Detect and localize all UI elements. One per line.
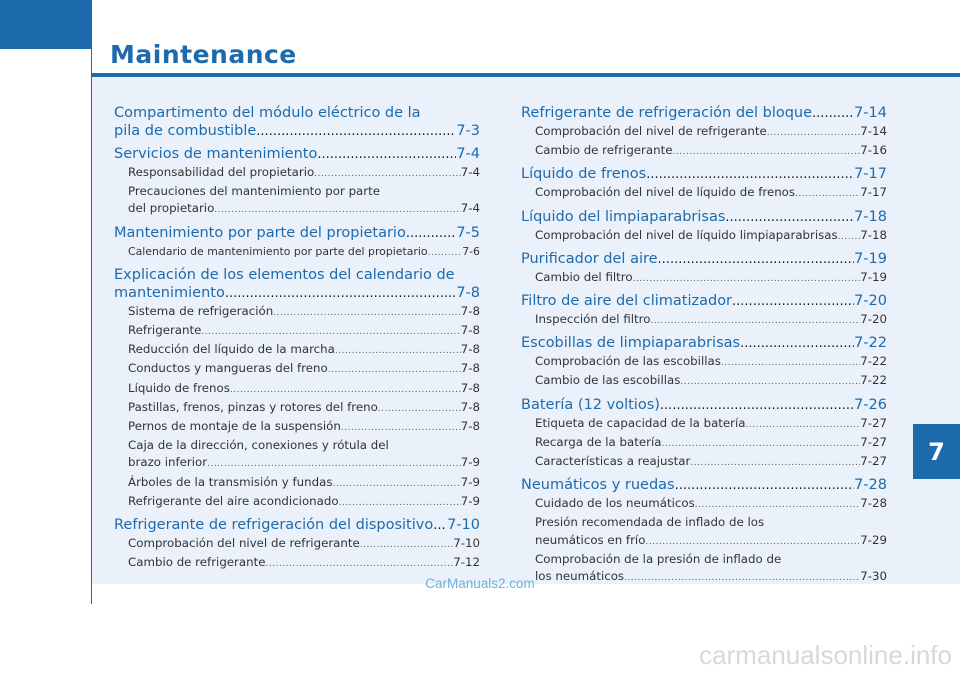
toc-page-number: 7-17 <box>854 166 887 183</box>
toc-entry-title: Cambio de las escobillas <box>535 373 681 388</box>
toc-section-title-line: Explicación de los elementos del calendario de <box>114 266 455 283</box>
toc-entry-title: Árboles de la transmisión y fundas <box>128 474 333 489</box>
toc-page-number: 7-6 <box>462 244 480 258</box>
toc-subsection-entry[interactable] <box>114 200 480 219</box>
toc-entry-title: Inspección del filtro <box>535 312 651 327</box>
toc-subsection-title-line: Caja de la dirección, conexiones y rótula del <box>128 438 389 453</box>
toc-leader-dots <box>273 305 461 322</box>
toc-page-number: 7-5 <box>456 224 480 241</box>
toc-entry-title: Refrigerante de refrigeración del dispositivo <box>114 517 434 534</box>
toc-page-number: 7-14 <box>854 105 887 121</box>
toc-subsection-entry[interactable] <box>114 535 480 554</box>
watermark-bottom: carmanualsonline.info <box>699 640 952 670</box>
toc-section-entry[interactable] <box>114 224 480 243</box>
toc-page-number: 7-10 <box>453 536 480 551</box>
toc-page-number: 7-8 <box>460 419 480 434</box>
toc-entry-title: Neumáticos y ruedas <box>521 477 675 494</box>
toc-page-number: 7-28 <box>860 496 887 511</box>
toc-subsection-entry[interactable] <box>114 454 480 473</box>
toc-leader-dots <box>214 202 460 219</box>
toc-section-entry[interactable] <box>521 250 887 269</box>
toc-page-number: 7-20 <box>860 312 887 327</box>
toc-leader-dots <box>740 335 854 353</box>
toc-leader-dots <box>746 417 861 434</box>
toc-leader-dots <box>433 517 447 535</box>
toc-subsection-entry[interactable] <box>521 495 887 514</box>
toc-page-number: 7-22 <box>854 335 887 352</box>
toc-entry-title: Conductos y mangueras del freno <box>128 361 328 376</box>
toc-entry-title: Calendario de mantenimiento por parte del propietario <box>128 244 428 258</box>
toc-subsection-entry[interactable] <box>114 322 480 341</box>
toc-page-number: 7-8 <box>460 323 480 338</box>
toc-subsection-entry[interactable] <box>521 532 887 551</box>
toc-entry-title: Refrigerante del aire acondicionado <box>128 493 339 508</box>
toc-page-number: 7-4 <box>460 201 480 216</box>
toc-entry-title: los neumáticos <box>535 569 625 584</box>
toc-subsection-entry[interactable] <box>114 554 480 573</box>
toc-leader-dots <box>328 362 461 379</box>
toc-entry-title: Líquido de frenos <box>128 380 230 395</box>
toc-section-entry[interactable] <box>521 334 887 353</box>
toc-entry-title: Cambio de refrigerante <box>535 143 673 158</box>
toc-entry-title: Comprobación del nivel de refrigerante <box>535 124 767 138</box>
toc-entry-title: Cambio del filtro <box>535 269 633 284</box>
toc-page-number: 7-4 <box>456 146 480 162</box>
toc-page-number: 7-9 <box>460 474 480 489</box>
toc-entry-title: Purificador del aire <box>521 250 658 267</box>
toc-leader-dots <box>695 497 860 514</box>
toc-leader-dots <box>660 397 854 415</box>
watermark-top: CarManuals2.com <box>425 576 535 591</box>
toc-page-number: 7-22 <box>860 354 887 369</box>
toc-section-entry[interactable] <box>521 292 887 311</box>
toc-page-number: 7-8 <box>460 342 480 357</box>
toc-entry-title: Comprobación del nivel de refrigerante <box>128 536 360 551</box>
toc-page-number: 7-8 <box>460 303 480 318</box>
toc-entry-title: pila de combustible <box>114 123 257 139</box>
toc-entry-title: Responsabilidad del propietario <box>128 165 315 179</box>
toc-page-number: 7-29 <box>860 532 887 547</box>
toc-leader-dots <box>201 324 460 341</box>
toc-section-entry[interactable] <box>521 165 887 184</box>
toc-page-number: 7-19 <box>860 269 887 284</box>
toc-page-number: 7-26 <box>854 396 887 413</box>
toc-subsection-entry[interactable] <box>114 418 480 437</box>
toc-subsection-entry[interactable] <box>521 372 887 391</box>
toc-page-number: 7-17 <box>860 185 887 200</box>
toc-section-entry[interactable] <box>114 516 480 535</box>
toc-leader-dots <box>812 105 854 123</box>
toc-left-column <box>114 104 480 573</box>
toc-page-number: 7-8 <box>460 380 480 395</box>
toc-right-column <box>521 104 887 587</box>
toc-subsection-title-line: Presión recomendada de inflado de los <box>535 515 765 530</box>
toc-page-number: 7-30 <box>860 569 887 584</box>
toc-entry-title: Cambio de refrigerante <box>128 555 266 570</box>
toc-subsection-entry[interactable] <box>114 399 480 418</box>
toc-page-number: 7-18 <box>860 227 887 242</box>
toc-page-number: 7-16 <box>860 143 887 158</box>
toc-section-entry[interactable] <box>114 284 480 303</box>
toc-subsection-entry[interactable] <box>114 474 480 493</box>
toc-page-number: 7-20 <box>854 293 887 310</box>
toc-leader-dots <box>207 456 461 473</box>
toc-leader-dots <box>650 313 860 330</box>
toc-entry-title: del propietario <box>128 201 215 216</box>
toc-leader-dots <box>838 229 861 246</box>
toc-subsection-title-line: Precauciones del mantenimiento por parte <box>128 184 381 199</box>
toc-leader-dots <box>332 476 460 493</box>
toc-entry-title: Servicios de mantenimiento <box>114 146 318 162</box>
toc-page-number: 7-3 <box>456 123 480 139</box>
toc-entry-title: Batería (12 voltios) <box>521 396 660 413</box>
toc-leader-dots <box>406 225 456 243</box>
toc-leader-dots <box>645 534 860 551</box>
toc-entry-title: Mantenimiento por parte del propietario <box>114 224 406 241</box>
toc-entry-title: Recarga de la batería <box>535 434 662 449</box>
toc-entry-title: Escobillas de limpiaparabrisas <box>521 335 741 352</box>
toc-entry-title: Comprobación de las escobillas <box>535 354 721 369</box>
toc-leader-dots <box>335 343 461 360</box>
toc-section-title-line: Compartimento del módulo eléctrico de la <box>114 105 421 121</box>
toc-subsection-entry[interactable] <box>521 453 887 472</box>
toc-section-entry[interactable] <box>521 104 887 123</box>
toc-subsection-entry[interactable] <box>114 164 480 183</box>
toc-leader-dots <box>795 186 860 203</box>
toc-leader-dots <box>680 374 860 391</box>
toc-subsection-entry[interactable] <box>521 269 887 288</box>
toc-leader-dots <box>732 293 854 311</box>
toc-leader-dots <box>360 537 453 554</box>
toc-section-entry[interactable] <box>521 476 887 495</box>
toc-section-entry[interactable] <box>114 122 480 141</box>
toc-leader-dots <box>633 271 861 288</box>
toc-leader-dots <box>230 382 461 399</box>
toc-leader-dots <box>661 436 860 453</box>
toc-entry-title: Comprobación del nivel de líquido limpiaparabrisas <box>535 227 838 242</box>
toc-subsection-entry[interactable] <box>114 380 480 399</box>
toc-leader-dots <box>658 251 855 269</box>
toc-leader-dots <box>341 420 461 437</box>
toc-leader-dots <box>673 144 861 161</box>
toc-page-number: 7-8 <box>456 284 480 301</box>
toc-subsection-entry[interactable] <box>521 415 887 434</box>
toc-subsection-entry[interactable] <box>521 311 887 330</box>
toc-leader-dots <box>721 355 860 372</box>
toc-leader-dots <box>339 495 461 512</box>
toc-leader-dots <box>314 166 461 183</box>
toc-leader-dots <box>266 556 454 573</box>
toc-entry-title: Etiqueta de capacidad de la batería <box>535 415 746 430</box>
toc-leader-dots <box>317 146 456 164</box>
toc-page-number: 7-27 <box>860 454 887 469</box>
toc-subsection-entry[interactable] <box>114 493 480 512</box>
toc-entry-title: brazo inferior <box>128 455 208 470</box>
toc-page-number: 7-4 <box>460 165 480 179</box>
toc-entry-title: Cuidado de los neumáticos <box>535 496 695 511</box>
toc-leader-dots <box>256 123 456 141</box>
toc-entry-title: Pernos de montaje de la suspensión <box>128 419 341 434</box>
header-accent-block <box>0 0 92 49</box>
toc-leader-dots <box>725 209 854 227</box>
toc-subsection-entry[interactable] <box>521 227 887 246</box>
toc-page-number: 7-27 <box>860 415 887 430</box>
toc-page-number: 7-9 <box>460 455 480 470</box>
toc-entry-title: Líquido del limpiaparabrisas <box>521 208 726 225</box>
toc-page-number: 7-27 <box>860 434 887 449</box>
toc-subsection-entry[interactable] <box>521 434 887 453</box>
toc-entry-title: Sistema de refrigeración <box>128 303 274 318</box>
toc-section-entry[interactable] <box>114 145 480 164</box>
toc-leader-dots <box>767 125 860 142</box>
toc-subsection-entry[interactable] <box>521 353 887 372</box>
toc-page-number: 7-14 <box>860 124 887 138</box>
toc-entry-title: Refrigerante <box>128 323 202 338</box>
toc-section-entry[interactable] <box>521 396 887 415</box>
toc-entry-title: neumáticos en frío <box>535 532 646 547</box>
toc-leader-dots <box>225 285 456 303</box>
toc-leader-dots <box>646 166 854 184</box>
toc-leader-dots <box>690 455 860 472</box>
toc-page-number: 7-10 <box>447 517 480 534</box>
toc-page-number: 7-8 <box>460 361 480 376</box>
toc-page-number: 7-19 <box>854 250 887 267</box>
toc-entry-title: Filtro de aire del climatizador <box>521 293 733 310</box>
toc-subsection-entry[interactable] <box>114 341 480 360</box>
toc-leader-dots <box>378 401 461 418</box>
toc-subsection-entry[interactable] <box>521 123 887 142</box>
toc-page-number: 7-18 <box>854 208 887 225</box>
toc-entry-title: Comprobación del nivel de líquido de frenos <box>535 185 796 200</box>
toc-leader-dots <box>675 477 854 495</box>
toc-entry-title: Líquido de frenos <box>521 166 647 183</box>
toc-page-number: 7-28 <box>854 477 887 494</box>
toc-entry-title: mantenimiento <box>114 284 225 301</box>
page-title: Maintenance <box>110 40 297 69</box>
toc-subsection-entry[interactable] <box>521 184 887 203</box>
toc-subsection-title-line: Comprobación de la presión de inflado de <box>535 551 782 566</box>
toc-leader-dots <box>428 245 463 262</box>
toc-entry-title: Refrigerante de refrigeración del bloque <box>521 105 813 121</box>
toc-page-number: 7-22 <box>860 373 887 388</box>
toc-page-number: 7-8 <box>460 399 480 414</box>
toc-page-number: 7-9 <box>460 493 480 508</box>
toc-section-entry[interactable] <box>521 208 887 227</box>
toc-entry-title: Pastillas, frenos, pinzas y rotores del freno <box>128 399 378 414</box>
toc-subsection-entry[interactable] <box>114 303 480 322</box>
chapter-tab[interactable]: 7 <box>913 424 960 479</box>
toc-subsection-entry[interactable] <box>521 142 887 161</box>
toc-subsection-entry[interactable] <box>114 243 480 262</box>
toc-entry-title: Características a reajustar <box>535 454 691 469</box>
toc-entry-title: Reducción del líquido de la marcha <box>128 342 335 357</box>
toc-subsection-entry[interactable] <box>114 360 480 379</box>
toc-page-number: 7-12 <box>453 555 480 570</box>
